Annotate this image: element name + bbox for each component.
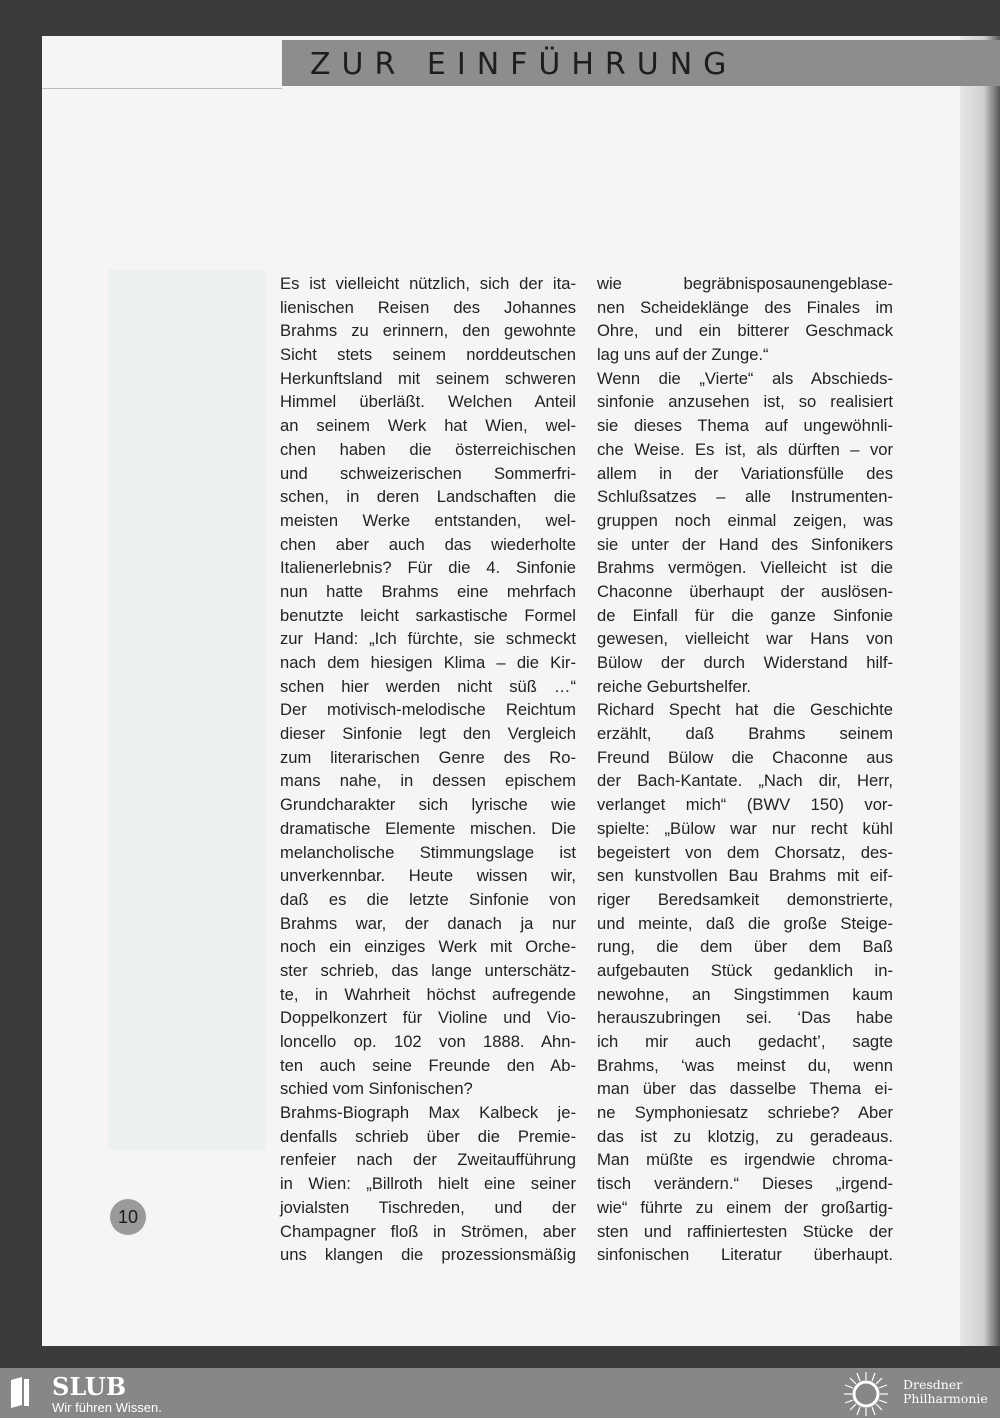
- text-line: aufgebauten Stück gedanklich in-: [597, 960, 893, 980]
- text-line: begeistert von dem Chorsatz, des-: [597, 842, 893, 862]
- text-line: de Einfall für die ganze Sinfonie: [597, 605, 893, 625]
- text-line: meisten Werke entstanden, wel-: [280, 510, 576, 530]
- text-line: sinfonischen Literatur überhaupt.: [597, 1245, 893, 1265]
- text-line: das ist zu klotzig, zu geradeaus.: [597, 1126, 893, 1146]
- text-line: erzählt, daß Brahms seinem: [597, 724, 893, 744]
- text-line: Es ist vielleicht nützlich, sich der ita-: [280, 274, 576, 293]
- slub-logo-text: SLUB: [52, 1372, 127, 1401]
- text-line: sie unter der Hand des Sinfonikers: [597, 534, 893, 554]
- text-line: schen, in deren Landschaften die: [280, 487, 576, 507]
- text-line: daß es die letzte Sinfonie von: [280, 889, 576, 909]
- text-line: ten auch seine Freunde den Ab-: [280, 1055, 576, 1075]
- text-column-left: [280, 272, 576, 1267]
- text-line: sie dieses Thema auf ungewöhnli-: [597, 416, 893, 436]
- text-line: Herkunftsland mit seinem schweren: [280, 368, 576, 388]
- text-line: verlanget mich“ (BWV 150) vor-: [597, 795, 893, 815]
- text-line: Grundcharakter sich lyrische wie: [280, 795, 576, 815]
- text-line: uns klangen die prozessionsmäßig: [280, 1245, 576, 1265]
- text-line: unverkennbar. Heute wissen wir,: [280, 866, 576, 886]
- text-line: herauszubringen sei. ‘Das habe: [597, 1008, 893, 1028]
- text-line: Himmel überläßt. Welchen Anteil: [280, 392, 576, 412]
- faded-manuscript-image: [108, 270, 266, 1150]
- text-line: denfalls schrieb über die Premie-: [280, 1126, 576, 1146]
- text-line: Champagner floß in Strömen, aber: [280, 1221, 576, 1241]
- text-line: zum literarischen Genre des Ro-: [280, 747, 576, 767]
- text-line: allem in der Variationsfülle des: [597, 463, 893, 483]
- text-line: riger Beredsamkeit demonstrierte,: [597, 889, 893, 909]
- text-line: gruppen noch einmal zeigen, was: [597, 510, 893, 530]
- text-line: sen kunstvollen Bau Brahms mit eif-: [597, 866, 893, 886]
- text-line: chen haben die österreichischen: [280, 439, 576, 459]
- text-line: benutzte leicht sarkastische Formel: [280, 605, 576, 625]
- text-line: nun hatte Brahms eine mehrfach: [280, 581, 576, 601]
- text-line: Brahms zu erinnern, den gewohnte: [280, 321, 576, 341]
- text-line: Brahms war, der danach ja nur: [280, 913, 576, 933]
- text-line: Ohre, und ein bitterer Geschmack: [597, 321, 893, 341]
- text-line: ich mir auch gedacht’, sagte: [597, 1032, 893, 1051]
- text-line: sinfonie anzusehen ist, so realisiert: [597, 392, 893, 412]
- partner-name-line1: Dresdner: [903, 1377, 963, 1392]
- text-line: Sicht stets seinem norddeutschen: [280, 345, 576, 365]
- text-line: dieser Sinfonie legt den Vergleich: [280, 724, 576, 744]
- text-line: Wenn die „Vierte“ als Abschieds-: [597, 368, 893, 388]
- text-column-right: [597, 272, 893, 1267]
- text-line: Richard Specht hat die Geschichte: [597, 700, 893, 720]
- text-line: tisch verändern.“ Dieses „irgend-: [597, 1174, 893, 1194]
- text-line: Schlußsatzes – alle Instrumenten-: [597, 487, 893, 507]
- text-line: Chaconne überhaupt der auslösen-: [597, 581, 893, 601]
- text-line: che Weise. Es ist, als dürften – vor: [597, 439, 893, 459]
- text-line: lag uns auf der Zunge.“: [597, 345, 769, 365]
- text-line: Brahms vermögen. Vielleicht ist die: [597, 558, 893, 578]
- text-line: newohne, an Singstimmen kaum: [597, 984, 893, 1004]
- text-line: Bülow der durch Widerstand hilf-: [597, 653, 893, 672]
- footer-bar: [0, 1368, 1000, 1418]
- slub-book-icon: [8, 1376, 32, 1408]
- text-line: Italienerlebnis? Für die 4. Sinfonie: [280, 558, 576, 578]
- dresdner-philharmonie-logo-icon: [843, 1371, 889, 1417]
- text-line: nen Scheideklänge des Finales im: [597, 297, 893, 317]
- text-line: reiche Geburtshelfer.: [597, 676, 752, 696]
- text-line: nach dem hiesigen Klima – die Kir-: [280, 653, 576, 672]
- text-line: renfeier nach der Zweitaufführung: [280, 1150, 576, 1170]
- text-line: wie“ führte zu einem der großartig-: [597, 1197, 893, 1217]
- text-line: Brahms, ‘was meinst du, wenn: [597, 1055, 893, 1075]
- text-line: loncello op. 102 von 1888. Ahn-: [280, 1032, 576, 1051]
- section-title: ZUR EINFÜHRUNG: [310, 47, 738, 82]
- text-line: der Bach-Kantate. „Nach dir, Herr,: [597, 771, 893, 791]
- partner-name-line2: Philharmonie: [903, 1391, 988, 1406]
- text-line: gewesen, vielleicht war Hans von: [597, 629, 893, 649]
- text-line: Der motivisch-melodische Reichtum: [280, 700, 576, 720]
- text-line: lienischen Reisen des Johannes: [280, 297, 576, 317]
- text-line: rung, die dem über dem Baß: [597, 937, 893, 957]
- text-line: melancholische Stimmungslage ist: [280, 842, 576, 862]
- text-line: und schweizerischen Sommerfri-: [280, 463, 576, 483]
- text-line: in Wien: „Billroth hielt eine seiner: [280, 1174, 576, 1194]
- text-line: sten und raffiniertesten Stücke der: [597, 1221, 893, 1241]
- page-edge: [960, 36, 1000, 1346]
- text-line: Doppelkonzert für Violine und Vio-: [280, 1008, 576, 1028]
- text-line: Man müßte es irgendwie chroma-: [597, 1150, 893, 1170]
- text-line: wie begräbnisposaunengeblase-: [597, 274, 893, 293]
- text-line: Freund Bülow die Chaconne aus: [597, 747, 893, 767]
- text-line: spielte: „Bülow war nur recht kühl: [597, 818, 893, 838]
- text-line: an seinem Werk hat Wien, wel-: [280, 416, 576, 436]
- text-line: und meinte, daß die große Steige-: [597, 913, 893, 933]
- text-line: te, in Wahrheit höchst aufregende: [280, 984, 576, 1004]
- text-line: Brahms-Biograph Max Kalbeck je-: [280, 1103, 576, 1123]
- partner-name: [903, 1378, 988, 1406]
- page-number: 10: [110, 1199, 146, 1235]
- text-line: man über das dasselbe Thema ei-: [597, 1079, 893, 1099]
- slub-tagline: Wir führen Wissen.: [52, 1400, 162, 1415]
- text-line: ne Symphoniesatz schriebe? Aber: [597, 1103, 893, 1123]
- text-line: mans nahe, in dessen epischem: [280, 771, 576, 791]
- text-line: ster schrieb, das lange unterschätz-: [280, 960, 576, 980]
- text-line: schen hier werden nicht süß …“: [280, 676, 576, 696]
- text-line: chen aber auch das wiederholte: [280, 534, 576, 554]
- divider: [42, 88, 282, 89]
- text-line: schied vom Sinfonischen?: [280, 1079, 473, 1099]
- text-line: jovialsten Tischreden, und der: [280, 1197, 576, 1217]
- text-line: zur Hand: „Ich fürchte, sie schmeckt: [280, 629, 576, 649]
- text-line: noch ein einziges Werk mit Orche-: [280, 937, 576, 957]
- text-line: dramatische Elemente mischen. Die: [280, 818, 576, 838]
